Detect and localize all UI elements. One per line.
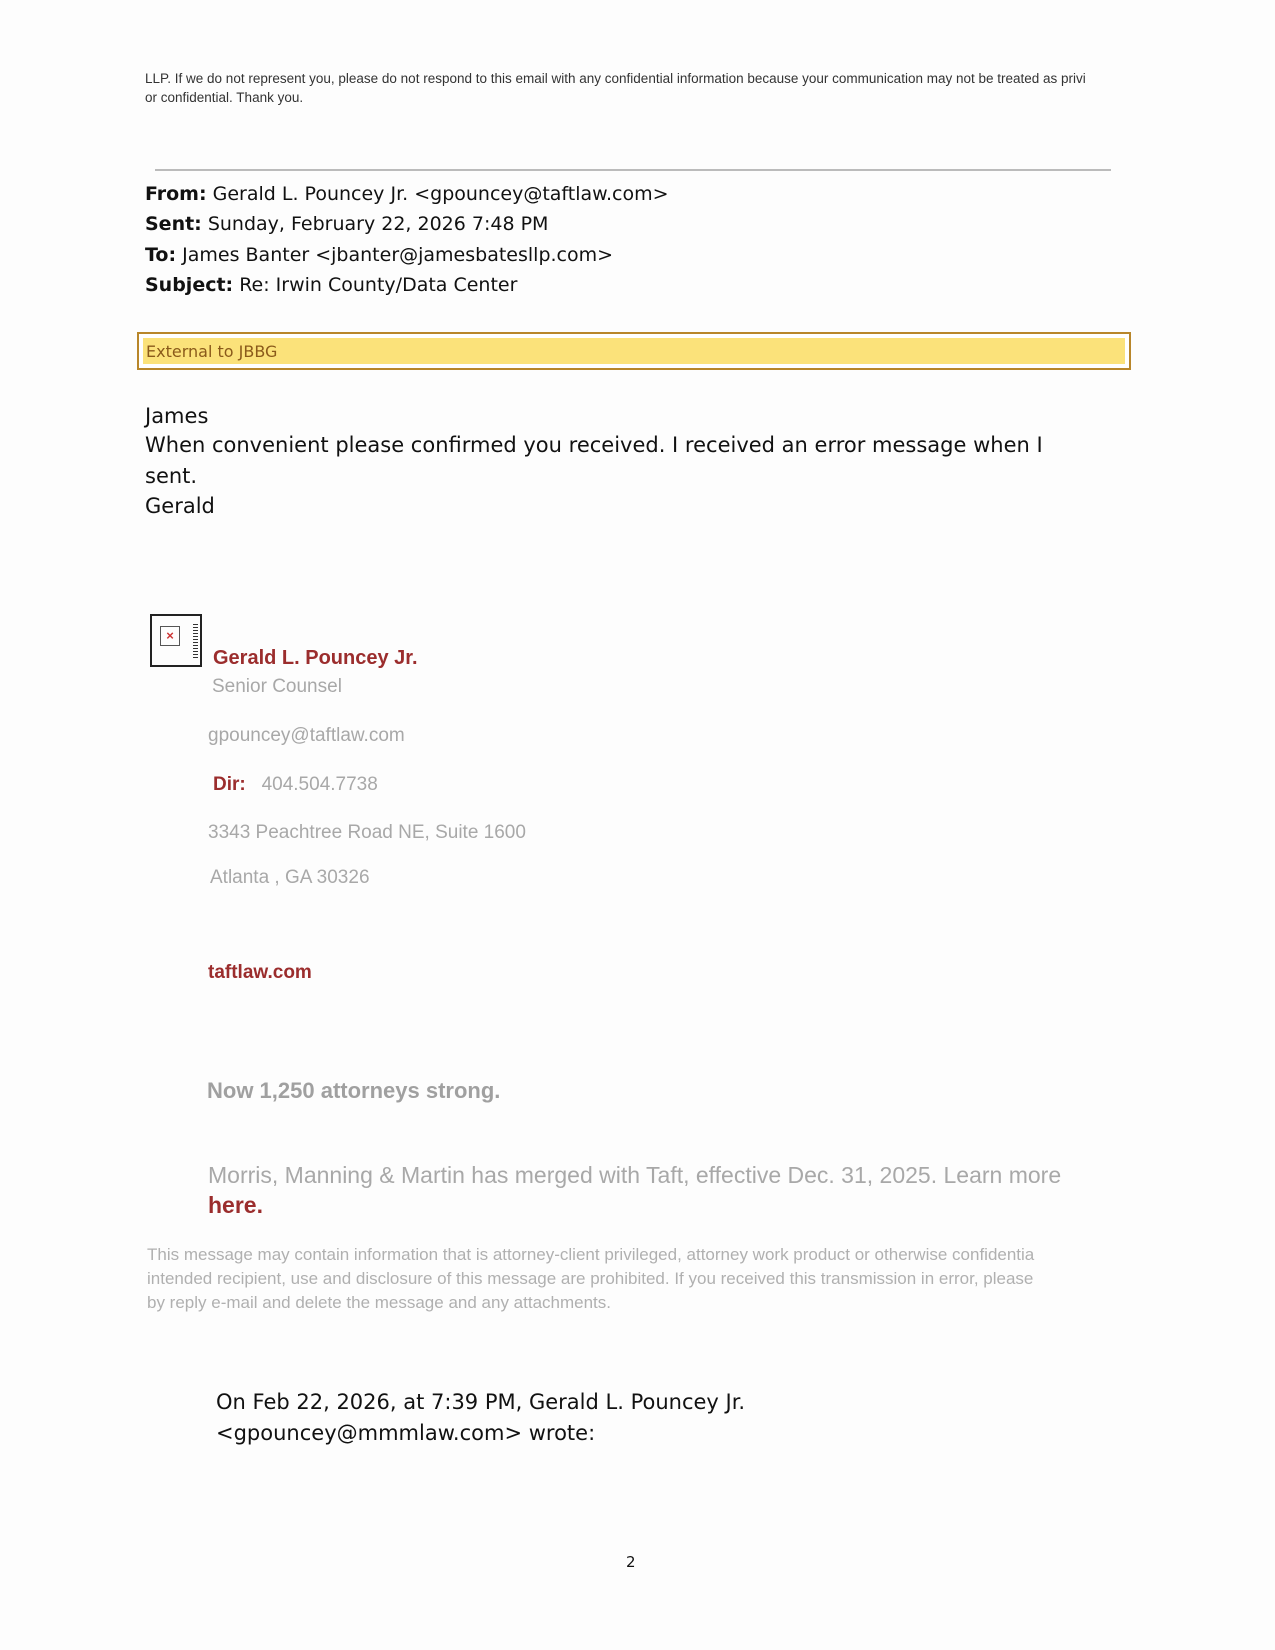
page-number: 2 xyxy=(626,1553,636,1571)
quoted-header-line2: <gpouncey@mmmlaw.com> wrote: xyxy=(216,1421,596,1445)
external-banner xyxy=(137,332,1131,370)
confidentiality-line2: intended recipient, use and disclosure of this message are prohibited. If you received this transmission in error, please xyxy=(147,1269,1034,1288)
to-value: James Banter <jbanter@jamesbatesllp.com> xyxy=(182,244,614,266)
quoted-header-line1: On Feb 22, 2026, at 7:39 PM, Gerald L. Pouncey Jr. xyxy=(216,1390,746,1414)
signature-website-link[interactable]: taftlaw.com xyxy=(208,962,312,983)
from-row xyxy=(145,183,669,205)
prior-disclaimer-line2: or confidential. Thank you. xyxy=(145,90,304,105)
sent-row xyxy=(145,213,548,235)
dir-phone[interactable]: 404.504.7738 xyxy=(261,774,378,795)
signature-email[interactable]: gpouncey@taftlaw.com xyxy=(208,725,405,746)
sent-label: Sent: xyxy=(145,213,202,235)
separator-rule xyxy=(155,169,1111,171)
from-label: From: xyxy=(145,183,207,205)
signature-address2: Atlanta , GA 30326 xyxy=(210,867,370,888)
confidentiality-line3: by reply e-mail and delete the message and any attachments. xyxy=(147,1293,611,1312)
signature-tagline: Now 1,250 attorneys strong. xyxy=(207,1078,501,1103)
merger-text: Morris, Manning & Martin has merged with Taft, effective Dec. 31, 2025. Learn more xyxy=(208,1162,1062,1188)
subject-label: Subject: xyxy=(145,274,234,296)
confidentiality-line1: This message may contain information that is attorney-client privileged, attorney work product or otherwise confidentia xyxy=(147,1245,1035,1264)
body-signoff: Gerald xyxy=(145,494,215,518)
body-line1: When convenient please confirmed you received. I received an error message when I xyxy=(145,433,1043,457)
from-value: Gerald L. Pouncey Jr. <gpouncey@taftlaw.com> xyxy=(212,183,669,205)
merger-here-link[interactable]: here. xyxy=(208,1192,263,1218)
signature-address1: 3343 Peachtree Road NE, Suite 1600 xyxy=(208,822,526,843)
body-line2: sent. xyxy=(145,464,198,488)
dir-label: Dir: xyxy=(213,774,246,795)
subject-row xyxy=(145,274,517,296)
subject-value: Re: Irwin County/Data Center xyxy=(239,274,518,296)
body-greeting: James xyxy=(145,404,209,428)
to-label: To: xyxy=(145,244,177,266)
signature-name: Gerald L. Pouncey Jr. xyxy=(213,647,418,669)
signature-title: Senior Counsel xyxy=(212,676,342,697)
sent-value: Sunday, February 22, 2026 7:48 PM xyxy=(207,213,549,235)
prior-disclaimer-line1: LLP. If we do not represent you, please do not respond to this email with any confidential information because your communication may not be treated as privi xyxy=(145,71,1086,86)
to-row xyxy=(145,244,613,266)
broken-image-icon: × xyxy=(150,614,202,667)
external-banner-text: External to JBBG xyxy=(146,342,278,361)
signature-dir-row xyxy=(213,774,378,796)
